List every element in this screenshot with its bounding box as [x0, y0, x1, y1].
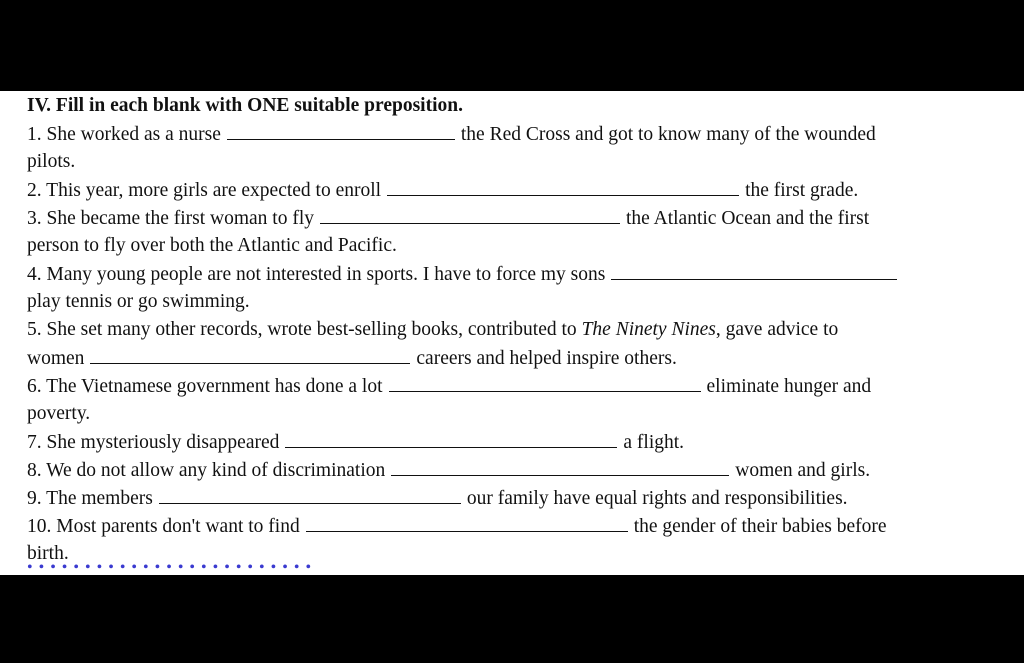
answer-blank[interactable]	[389, 372, 701, 392]
answer-blank[interactable]	[227, 120, 455, 140]
question-number: 9.	[27, 488, 42, 509]
question-text: The members	[46, 488, 153, 509]
question-number: 2.	[27, 180, 42, 201]
question-text: Most parents don't want to find	[56, 516, 300, 537]
question-text: the gender of their babies before	[633, 516, 887, 537]
question-number: 3.	[27, 208, 42, 229]
question-number: 6.	[27, 376, 42, 397]
question-5-continued	[27, 344, 1002, 372]
answer-blank[interactable]	[306, 512, 628, 532]
answer-blank[interactable]	[611, 260, 897, 280]
question-text: women and girls.	[735, 460, 871, 481]
answer-blank[interactable]	[320, 204, 620, 224]
question-text: Many young people are not interested in sports. I have to force my sons	[46, 264, 606, 285]
question-3	[27, 204, 1002, 232]
cropped-text-fragment	[27, 559, 627, 577]
question-number: 7.	[27, 432, 42, 453]
question-number: 1.	[27, 124, 42, 145]
question-number: 8.	[27, 460, 42, 481]
question-number: 5.	[27, 319, 42, 340]
question-4	[27, 260, 1002, 288]
question-6-continued: poverty.	[27, 403, 91, 424]
question-text: the Red Cross and got to know many of the wounded	[460, 124, 876, 145]
question-text: She worked as a nurse	[46, 124, 221, 145]
question-6	[27, 372, 1002, 400]
question-7	[27, 428, 1002, 456]
question-text: She mysteriously disappeared	[46, 432, 280, 453]
question-5	[27, 316, 1002, 344]
question-2	[27, 176, 1002, 204]
question-number: 4.	[27, 264, 42, 285]
question-text: careers and helped inspire others.	[416, 348, 677, 369]
answer-blank[interactable]	[391, 456, 729, 476]
cropped-glyphs: •••••••••••••••••••••••••	[27, 559, 318, 576]
question-number: 10.	[27, 516, 52, 537]
question-text: , gave advice to	[715, 319, 839, 340]
question-text: a flight.	[623, 432, 685, 453]
answer-blank[interactable]	[387, 176, 739, 196]
worksheet-page	[0, 91, 1024, 575]
exercise-title: IV. Fill in each blank with ONE suitable preposition.	[27, 95, 463, 116]
question-8	[27, 456, 1002, 484]
question-3-continued: person to fly over both the Atlantic and Pacific.	[27, 235, 397, 256]
answer-blank[interactable]	[90, 344, 410, 364]
question-text: She set many other records, wrote best-selling books, contributed to	[46, 319, 577, 340]
question-text: the Atlantic Ocean and the first	[626, 208, 870, 229]
question-10	[27, 512, 1002, 540]
answer-blank[interactable]	[285, 428, 617, 448]
answer-blank[interactable]	[159, 484, 461, 504]
question-text: She became the first woman to fly	[46, 208, 315, 229]
question-text: The Vietnamese government has done a lot	[46, 376, 383, 397]
question-text: the first grade.	[745, 180, 859, 201]
question-4-continued: play tennis or go swimming.	[27, 291, 250, 312]
question-1-continued: pilots.	[27, 151, 76, 172]
exercise	[27, 91, 1002, 568]
question-10-continued: birth.	[27, 543, 69, 564]
book-title: The Ninety Nines	[581, 319, 716, 340]
question-text: We do not allow any kind of discrimination	[46, 460, 386, 481]
question-text: This year, more girls are expected to enroll	[46, 180, 382, 201]
question-9	[27, 484, 1002, 512]
question-1	[27, 120, 1002, 148]
question-text: women	[27, 348, 85, 369]
question-text: eliminate hunger and	[706, 376, 872, 397]
question-text: our family have equal rights and responsibilities.	[466, 488, 848, 509]
